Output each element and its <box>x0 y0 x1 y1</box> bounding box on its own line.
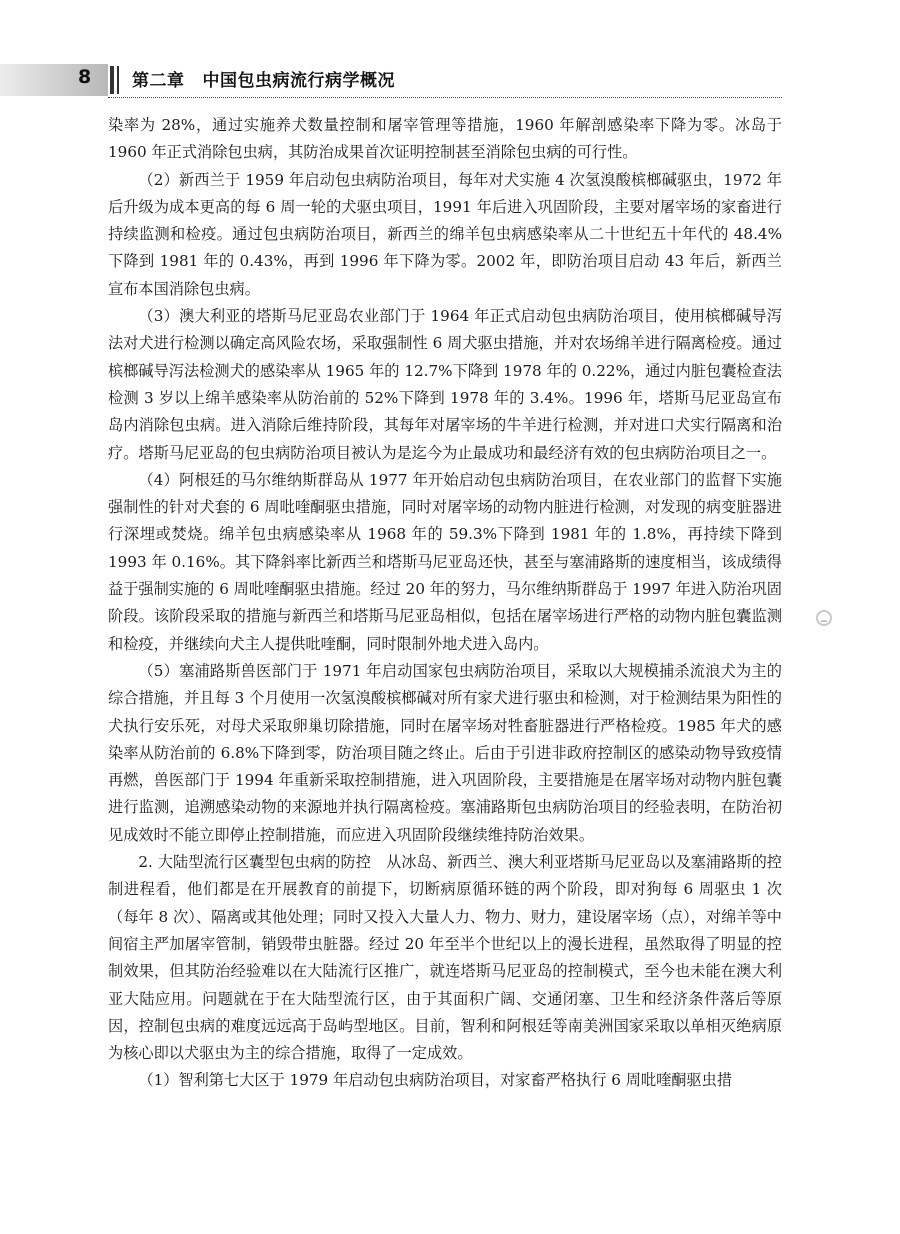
running-head <box>132 66 395 91</box>
body-text <box>108 112 782 1095</box>
paragraph: （1）智利第七大区于 1979 年启动包虫病防治项目，对家畜严格执行 6 周吡喹酮驱虫措 <box>138 1071 733 1090</box>
paragraph: （5）塞浦路斯兽医部门于 1971 年启动国家包虫病防治项目，采取以大规模捕杀流浪犬为主的综合措施，并且每 3 个月使用一次氢溴酸槟榔碱对所有家犬进行驱虫和检测，对于检测结果为阳性的犬执行安乐死，对母犬采取卵巢切除措施，同时在屠宰场对牲畜脏器进行严格检疫。1985 年犬的感染率从防治前的 6.8%下降到零，防治项目随之终止。后由于引进非政府控制区的感染动物导致疫情再燃，兽医部门于 1994 年重新采取控制措施，进入巩固阶段，主要措施是在屠宰场对动物内脏包囊进行监测，追溯感染动物的来源地并执行隔离检疫。塞浦路斯包虫病防治项目的经验表明，在防治初见成效时不能立即停止控制措施，而应进入巩固阶段继续维持防治效果。 <box>108 661 782 844</box>
paragraph: （2）新西兰于 1959 年启动包虫病防治项目，每年对犬实施 4 次氢溴酸槟榔碱驱虫，1972 年后升级为成本更高的每 6 周一轮的犬驱虫项目，1991 年后进入巩固阶段，主要对屠宰场的家畜进行持续监测和检疫。通过包虫病防治项目，新西兰的绵羊包虫病感染率从二十世纪五十年代的 48.4%下降到 1981 年的 0.43%，再到 1996 年下降为零。2002 年，即防治项目启动 43 年后，新西兰宣布本国消除包虫病。 <box>108 170 782 298</box>
margin-mark-icon <box>816 610 832 626</box>
header-rule <box>108 97 782 98</box>
paragraph: 2. 大陆型流行区囊型包虫病的防控 从冰岛、新西兰、澳大利亚塔斯马尼亚岛以及塞浦路斯的控制进程看，他们都是在开展教育的前提下，切断病原循环链的两个阶段，即对狗每 6 周驱虫 1 次（每年 8 次）、隔离或其他处理；同时又投入大量人力、物力、财力，建设屠宰场（点），对绵羊等中间宿主严加屠宰管制，销毁带虫脏器。经过 20 年至半个世纪以上的漫长进程，虽然取得了明显的控制效果，但其防治经验难以在大陆流行区推广，就连塔斯马尼亚岛的控制模式，至今也未能在澳大利亚大陆应用。问题就在于在大陆型流行区，由于其面积广阔、交通闭塞、卫生和经济条件落后等原因，控制包虫病的难度远远高于岛屿型地区。目前，智利和阿根廷等南美洲国家采取以单相灭绝病原为核心即以犬驱虫为主的综合措施，取得了一定成效。 <box>108 853 782 1063</box>
page-number: 8 <box>78 66 92 88</box>
paragraph: （3）澳大利亚的塔斯马尼亚岛农业部门于 1964 年正式启动包虫病防治项目，使用槟榔碱导泻法对犬进行检测以确定高风险农场，采取强制性 6 周犬驱虫措施，并对农场绵羊进行隔离检疫。通过槟榔碱导泻法检测犬的感染率从 1965 年的 12.7%下降到 1978 年的 0.22%，通过内脏包囊检查法检测 3 岁以上绵羊感染率从防治前的 52%下降到 1978 年的 3.4%。1996 年，塔斯马尼亚岛宣布岛内消除包虫病。进入消除后维持阶段，其每年对屠宰场的牛羊进行检测，并对进口犬实行隔离和治疗。塔斯马尼亚岛的包虫病防治项目被认为是迄今为止最成功和最经济有效的包虫病防治项目之一。 <box>108 307 782 462</box>
header-divider-thin <box>117 66 119 94</box>
paragraph: 染率为 28%，通过实施养犬数量控制和屠宰管理等措施，1960 年解剖感染率下降为零。冰岛于 1960 年正式消除包虫病，其防治成果首次证明控制甚至消除包虫病的可行性。 <box>108 116 782 162</box>
paragraph: （4）阿根廷的马尔维纳斯群岛从 1977 年开始启动包虫病防治项目，在农业部门的监督下实施强制性的针对犬套的 6 周吡喹酮驱虫措施，同时对屠宰场的动物内脏进行检测，对发现的病变脏器进行深埋或焚烧。绵羊包虫病感染率从 1968 年的 59.3%下降到 1981 年的 1.8%，再持续下降到 1993 年 0.16%。其下降斜率比新西兰和塔斯马尼亚岛还快，甚至与塞浦路斯的速度相当，该成绩得益于强制实施的 6 周吡喹酮驱虫措施。经过 20 年的努力，马尔维纳斯群岛于 1997 年进入防治巩固阶段。该阶段采取的措施与新西兰和塔斯马尼亚岛相似，包括在屠宰场进行严格的动物内脏包囊监测和检疫，并继续向犬主人提供吡喹酮，同时限制外地犬进入岛内。 <box>108 470 782 653</box>
chapter-title: 中国包虫病流行病学概况 <box>202 71 395 91</box>
chapter-label: 第二章 <box>132 71 185 91</box>
header-band <box>0 64 108 96</box>
header-divider <box>110 66 114 94</box>
